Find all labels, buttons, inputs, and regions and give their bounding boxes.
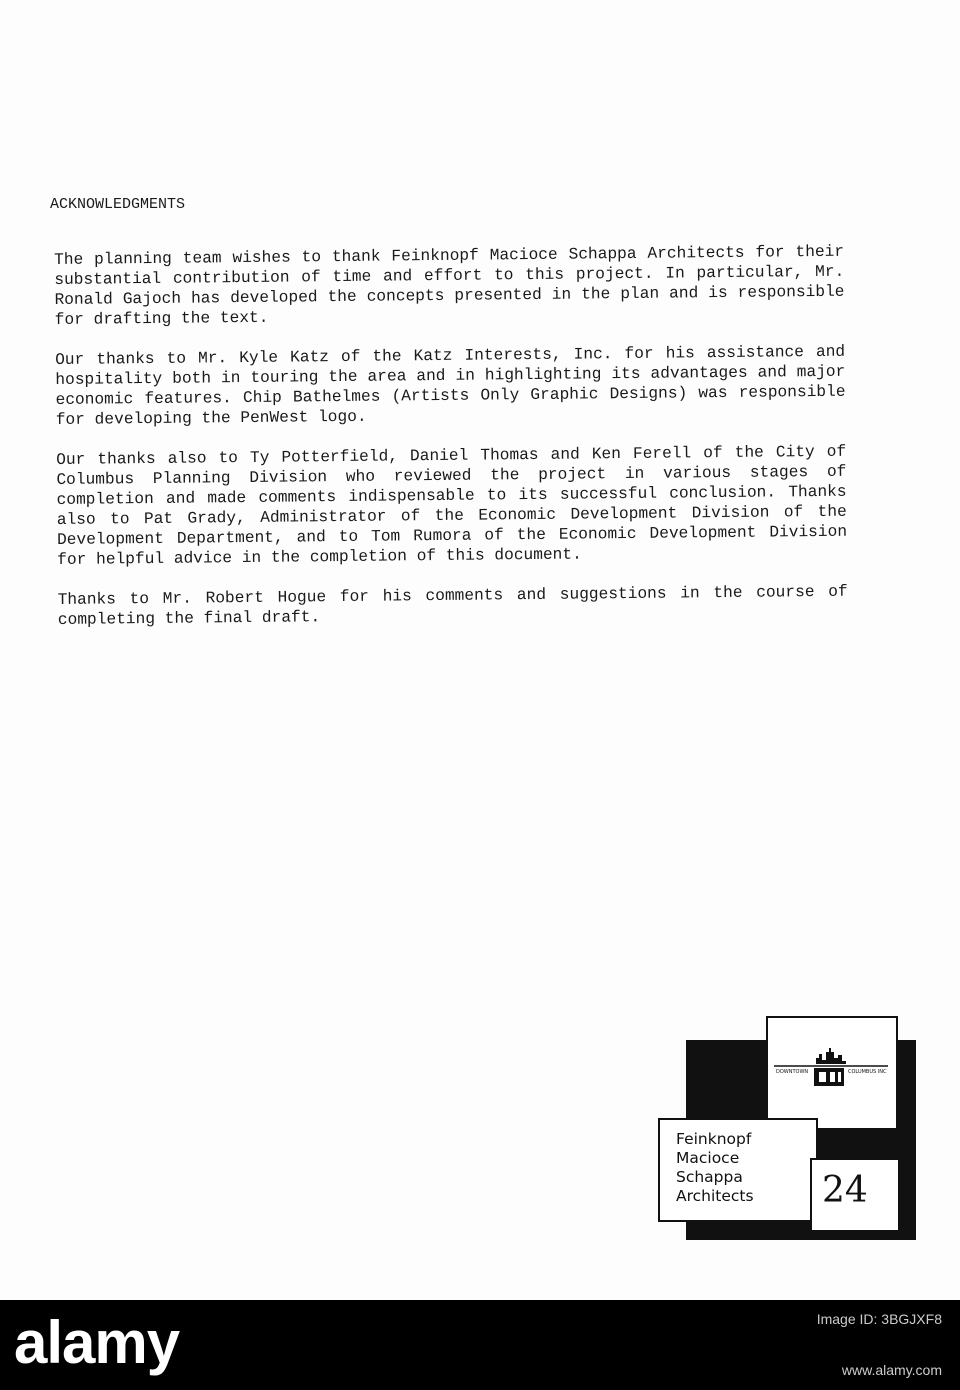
page-number: 24 [822, 1170, 868, 1211]
firm-line-2: Macioce [676, 1149, 740, 1167]
page-heading: ACKNOWLEDGMENTS [50, 196, 186, 213]
watermark-image-id: Image ID: 3BGJXF8 [816, 1311, 942, 1327]
firm-line-1: Feinknopf [676, 1130, 752, 1148]
paragraph-1: The planning team wishes to thank Feinknopf Macioce Schappa Architects for their substantial contribution of time and effort to this project. In particular, Mr. Ronald Gajoch has developed the concepts presented in the plan and is responsible for drafting the text. [54, 242, 845, 329]
dci-logo-panel [766, 1016, 898, 1130]
watermark-brand: alamy [14, 1309, 180, 1376]
firm-line-3: Schappa [676, 1168, 743, 1186]
dci-left-text: DOWNTOWN [776, 1069, 809, 1075]
paragraph-4: Thanks to Mr. Robert Hogue for his comments and suggestions in the course of completing the final draft. [57, 582, 848, 629]
watermark-footer [0, 1300, 960, 1390]
paragraph-2: Our thanks to Mr. Kyle Katz of the Katz Interests, Inc. for his assistance and hospitality both in touring the area and in highlighting its advantages and major economic features. Chip Bathelmes (Artists Only Graphic Designs) was responsible for developing the PenWest logo. [55, 342, 846, 429]
watermark-url: www.alamy.com [841, 1362, 942, 1378]
dci-right-text: COLUMBUS INC [848, 1069, 887, 1075]
downtown-columbus-logo [772, 1046, 890, 1096]
paragraph-3: Our thanks also to Ty Potterfield, Daniel Thomas and Ken Ferell of the City of Columbus Planning Division who reviewed the project in various stages of completion and made comments indispensable to its successful conclusion. Thanks also to Pat Grady, Administrator of the Economic Development Division of the Development Department, and to Tom Rumora of the Economic Development Division for helpful advice in the completion of this document. [56, 442, 848, 569]
firm-name [676, 1130, 754, 1206]
firm-logo-block [650, 1010, 920, 1250]
acknowledgments-body [54, 242, 848, 650]
firm-line-4: Architects [676, 1187, 754, 1205]
